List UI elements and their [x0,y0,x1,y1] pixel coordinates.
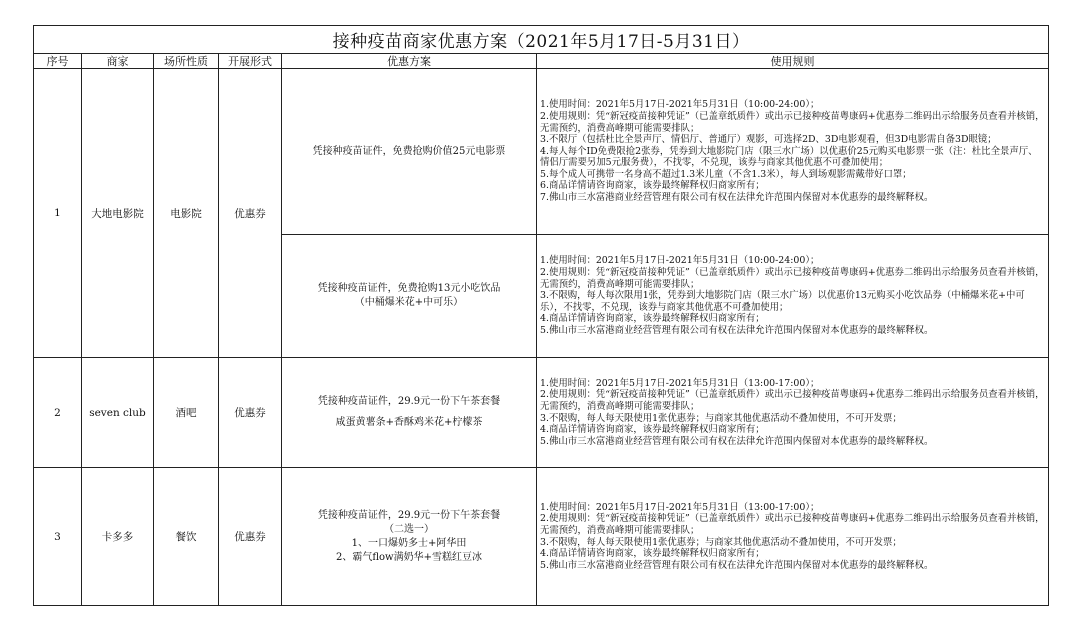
plan-line: 2、霸气flow满奶华+雪糕红豆冰 [336,551,482,563]
seq-cell: 2 [34,358,82,468]
rule-line: 4.每人每个ID免费限抢2张券，凭券到大地影院门店（限三水广场）以优惠价25元购买电影票一张（注：杜比全景声厅、情侣厅需要另加5元服务费），不找零，不兑现，该券与商家其他优惠不可叠加使用； [540,145,1038,169]
plan-line: （二选一） [384,523,434,535]
rule-line: 5.每个成人可携带一名身高不超过1.3米儿童（不含1.3米），每人到场观影需戴带好口罩； [540,168,912,180]
plan-line: 凭接种疫苗证件，免费抢购13元小吃饮品 [317,283,501,294]
plan-cell [282,358,537,468]
plan-line: 凭接种疫苗证件，免费抢购价值25元电影票 [312,145,506,157]
venue-cell: 酒吧 [154,358,219,468]
promo-table [33,25,1049,606]
format-cell: 优惠券 [219,358,282,468]
plan-line: 凭接种疫苗证件，29.9元一份下午茶套餐 [317,509,501,521]
plan-cell [282,69,537,235]
header-venue: 场所性质 [154,54,219,69]
venue-cell: 电影院 [154,69,219,358]
plan-line: 1、一口爆奶多士+阿华田 [351,537,467,549]
rule-line: 1.使用时间：2021年5月17日-2021年5月31日（13:00-17:00）； [540,501,820,513]
merchant-cell: 大地电影院 [82,69,154,358]
format-cell: 优惠券 [219,468,282,606]
plan-cell [282,235,537,358]
rule-line: 3.不限购，每人每次限用1张，凭券到大地影院门店（限三水广场）以优惠价13元购买小吃饮品券（中桶爆米花+中可乐），不找零，不兑现，该券与商家其他优惠不可叠加使用； [540,290,1025,313]
rules-cell [537,69,1049,235]
rule-line: 1.使用时间：2021年5月17日-2021年5月31日（13:00-17:00）； [540,377,820,389]
header-merchant: 商家 [82,54,154,69]
rules-cell [537,235,1049,358]
plan-line: 凭接种疫苗证件，29.9元一份下午茶套餐 [317,396,501,407]
header-seq: 序号 [34,54,82,69]
rule-line: 3.不限购，每人每天限使用1张优惠券；与商家其他优惠活动不叠加使用，不可开发票； [540,412,902,424]
rules-cell [537,468,1049,606]
rule-line: 3.不限购，每人每天限使用1张优惠券；与商家其他优惠活动不叠加使用，不可开发票； [540,536,902,548]
table-title: 接种疫苗商家优惠方案（2021年5月17日-5月31日） [34,26,1049,54]
plan-line: 咸蛋黄薯条+香酥鸡米花+柠檬茶 [335,417,483,428]
rule-line: 1.使用时间：2021年5月17日-2021年5月31日（10:00-24:00）； [540,99,820,111]
rule-line: 1.使用时间：2021年5月17日-2021年5月31日（10:00-24:00）； [540,255,820,267]
rule-line: 5.佛山市三水富港商业经营管理有限公司有权在法律允许范围内保留对本优惠券的最终解释权。 [540,324,934,336]
venue-cell: 餐饮 [154,468,219,606]
header-row [34,54,1049,69]
seq-cell: 3 [34,468,82,606]
rule-line: 2.使用规则：凭“新冠疫苗接种凭证”（已盖章纸质件）或出示已接种疫苗粤康码+优惠券二维码出示给服务员查看并核销，无需预约，消费高峰期可能需要排队； [540,110,1045,134]
merchant-cell: 卡多多 [82,468,154,606]
rule-line: 5.佛山市三水富港商业经营管理有限公司有权在法律允许范围内保留对本优惠券的最终解释权。 [540,559,934,571]
rule-line: 6.商品详情请咨询商家，该券最终解释权归商家所有； [540,180,765,192]
rule-line: 7.佛山市三水富港商业经营管理有限公司有权在法律允许范围内保留对本优惠券的最终解释权。 [540,192,934,204]
header-rules: 使用规则 [537,54,1049,69]
rules-cell [537,358,1049,468]
table-row [34,358,1049,468]
table-row [34,468,1049,606]
rule-line: 2.使用规则：凭“新冠疫苗接种凭证”（已盖章纸质件）或出示已接种疫苗粤康码+优惠券二维码出示给服务员查看并核销，无需预约，消费高峰期可能需要排队； [540,389,1045,412]
table-row [34,69,1049,235]
plan-cell [282,468,537,606]
rule-line: 2.使用规则：凭“新冠疫苗接种凭证”（已盖章纸质件）或出示已接种疫苗粤康码+优惠券二维码出示给服务员查看并核销，无需预约，消费高峰期可能需要排队； [540,513,1045,536]
rule-line: 3.不限厅（包括杜比全景声厅、情侣厅、普通厅）观影，可选择2D、3D电影观看，但3D电影需自备3D眼镜； [540,134,997,146]
rule-line: 2.使用规则：凭“新冠疫苗接种凭证”（已盖章纸质件）或出示已接种疫苗粤康码+优惠券二维码出示给服务员查看并核销，无需预约，消费高峰期可能需要排队； [540,267,1045,290]
rule-line: 5.佛山市三水富港商业经营管理有限公司有权在法律允许范围内保留对本优惠券的最终解释权。 [540,435,934,447]
merchant-cell: seven club [82,358,154,468]
format-cell: 优惠券 [219,69,282,358]
rule-line: 4.商品详情请咨询商家，该券最终解释权归商家所有； [540,424,765,436]
rule-line: 4.商品详情请咨询商家，该券最终解释权归商家所有； [540,313,765,325]
header-format: 开展形式 [219,54,282,69]
seq-cell: 1 [34,69,82,358]
plan-line: （中桶爆米花+中可乐） [354,297,464,308]
header-plan: 优惠方案 [282,54,537,69]
rule-line: 4.商品详情请咨询商家，该券最终解释权归商家所有； [540,548,765,560]
